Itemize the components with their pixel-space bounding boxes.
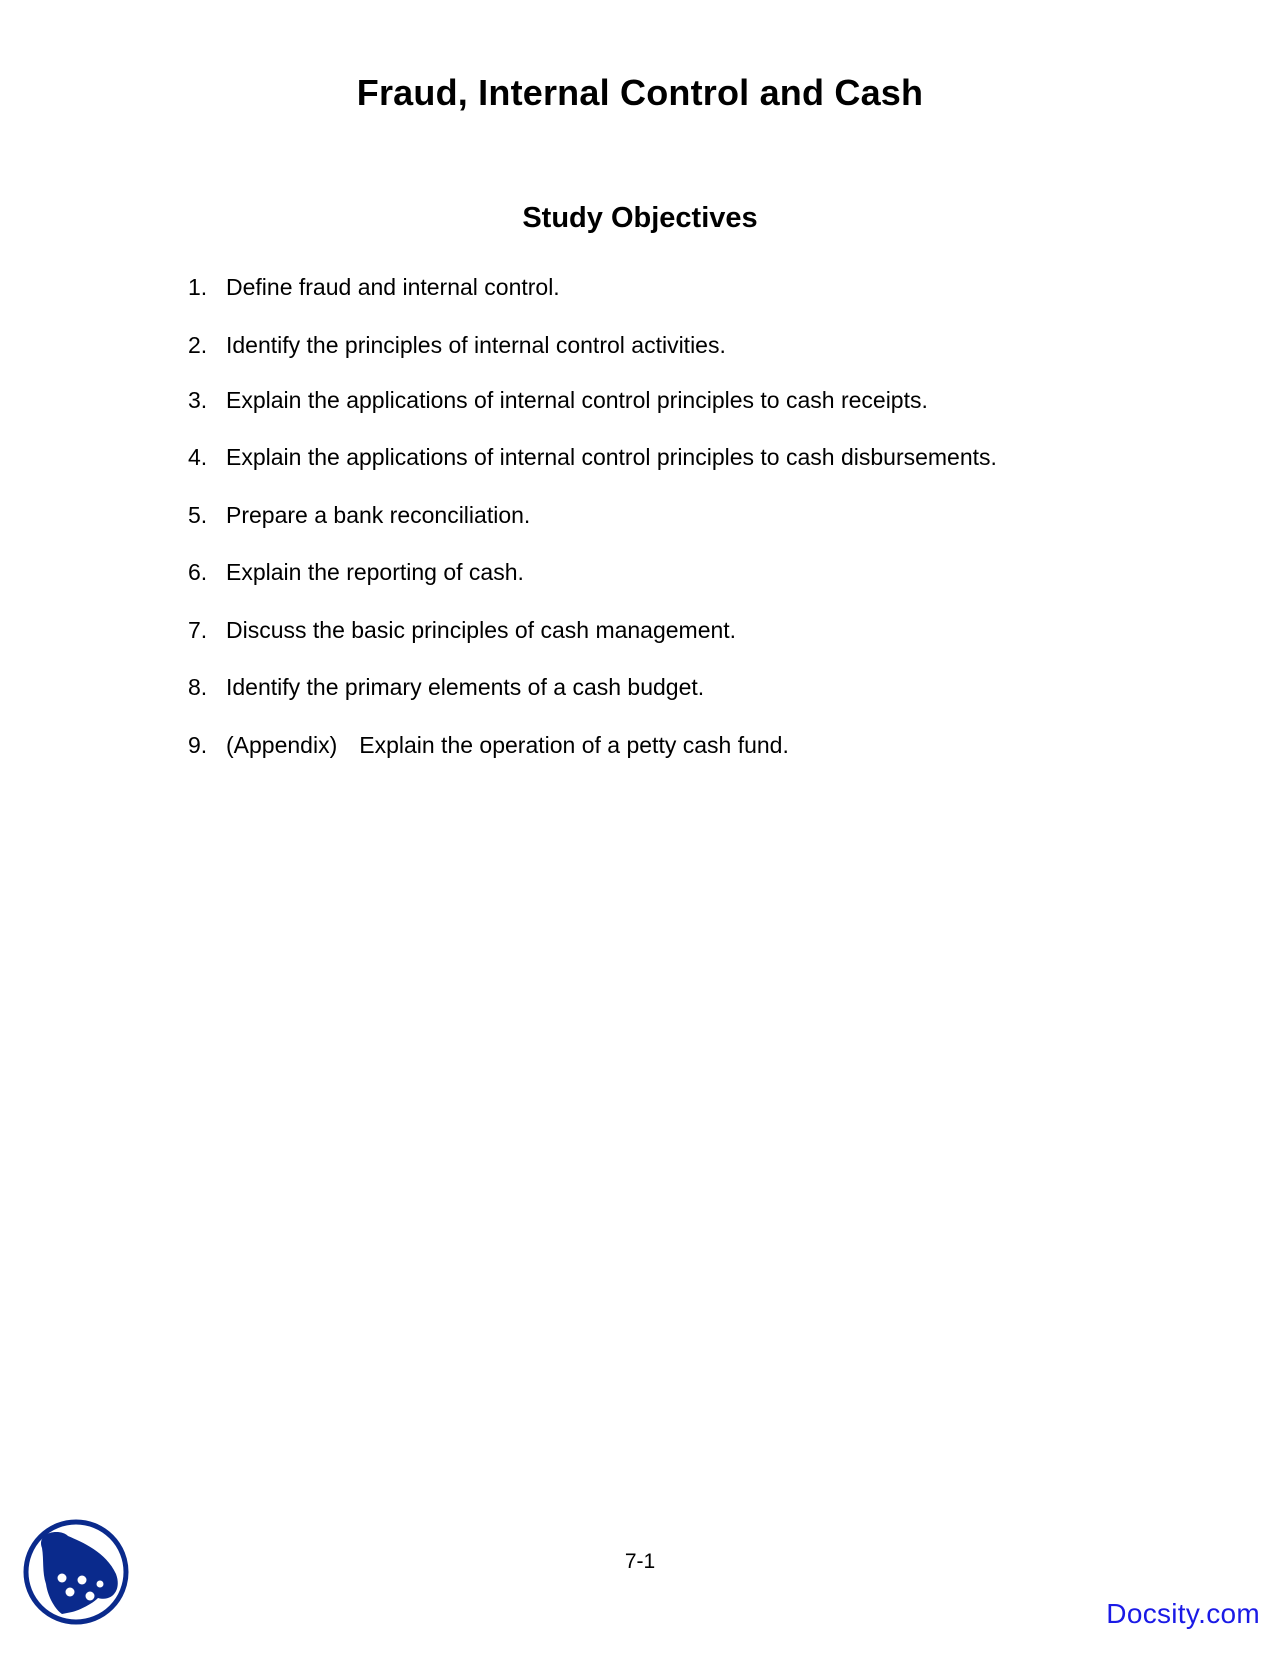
item-number: 6. xyxy=(188,559,208,585)
item-text: Prepare a bank reconciliation. xyxy=(226,501,531,528)
item-number: 8. xyxy=(188,674,208,700)
list-item xyxy=(188,615,1188,673)
item-number: 3. xyxy=(188,386,208,413)
page-title: Fraud, Internal Control and Cash xyxy=(356,72,924,113)
list-item xyxy=(188,272,1188,330)
docsity-logo-icon xyxy=(22,1518,130,1626)
item-text: Explain the applications of internal control principles to cash receipts. xyxy=(226,386,928,413)
item-number: 7. xyxy=(188,616,208,643)
item-number: 1. xyxy=(188,274,208,300)
item-text: Define fraud and internal control. xyxy=(226,274,560,300)
item-text: Discuss the basic principles of cash management. xyxy=(226,616,737,643)
item-text: Explain the operation of a petty cash fund. xyxy=(359,731,789,758)
section-title: Study Objectives xyxy=(522,202,758,234)
item-number: 2. xyxy=(188,331,208,358)
list-item xyxy=(188,442,1188,500)
item-text: Identify the principles of internal control activities. xyxy=(226,331,726,358)
list-item xyxy=(188,385,1188,443)
objectives-list xyxy=(188,272,1188,787)
item-text: Explain the reporting of cash. xyxy=(226,559,524,585)
item-prefix: (Appendix) xyxy=(226,731,338,758)
page-number: 7-1 xyxy=(624,1550,656,1573)
item-number: 5. xyxy=(188,501,208,528)
item-text: Explain the applications of internal control principles to cash disbursements. xyxy=(226,444,997,470)
docsity-brand-link[interactable]: Docsity.com xyxy=(1106,1598,1260,1629)
item-text: Identify the primary elements of a cash budget. xyxy=(226,674,705,700)
item-number: 4. xyxy=(188,444,208,470)
item-number: 9. xyxy=(188,731,208,758)
list-item xyxy=(188,330,1188,385)
list-item xyxy=(188,500,1188,558)
list-item xyxy=(188,557,1188,615)
list-item xyxy=(188,730,1188,788)
list-item xyxy=(188,672,1188,730)
